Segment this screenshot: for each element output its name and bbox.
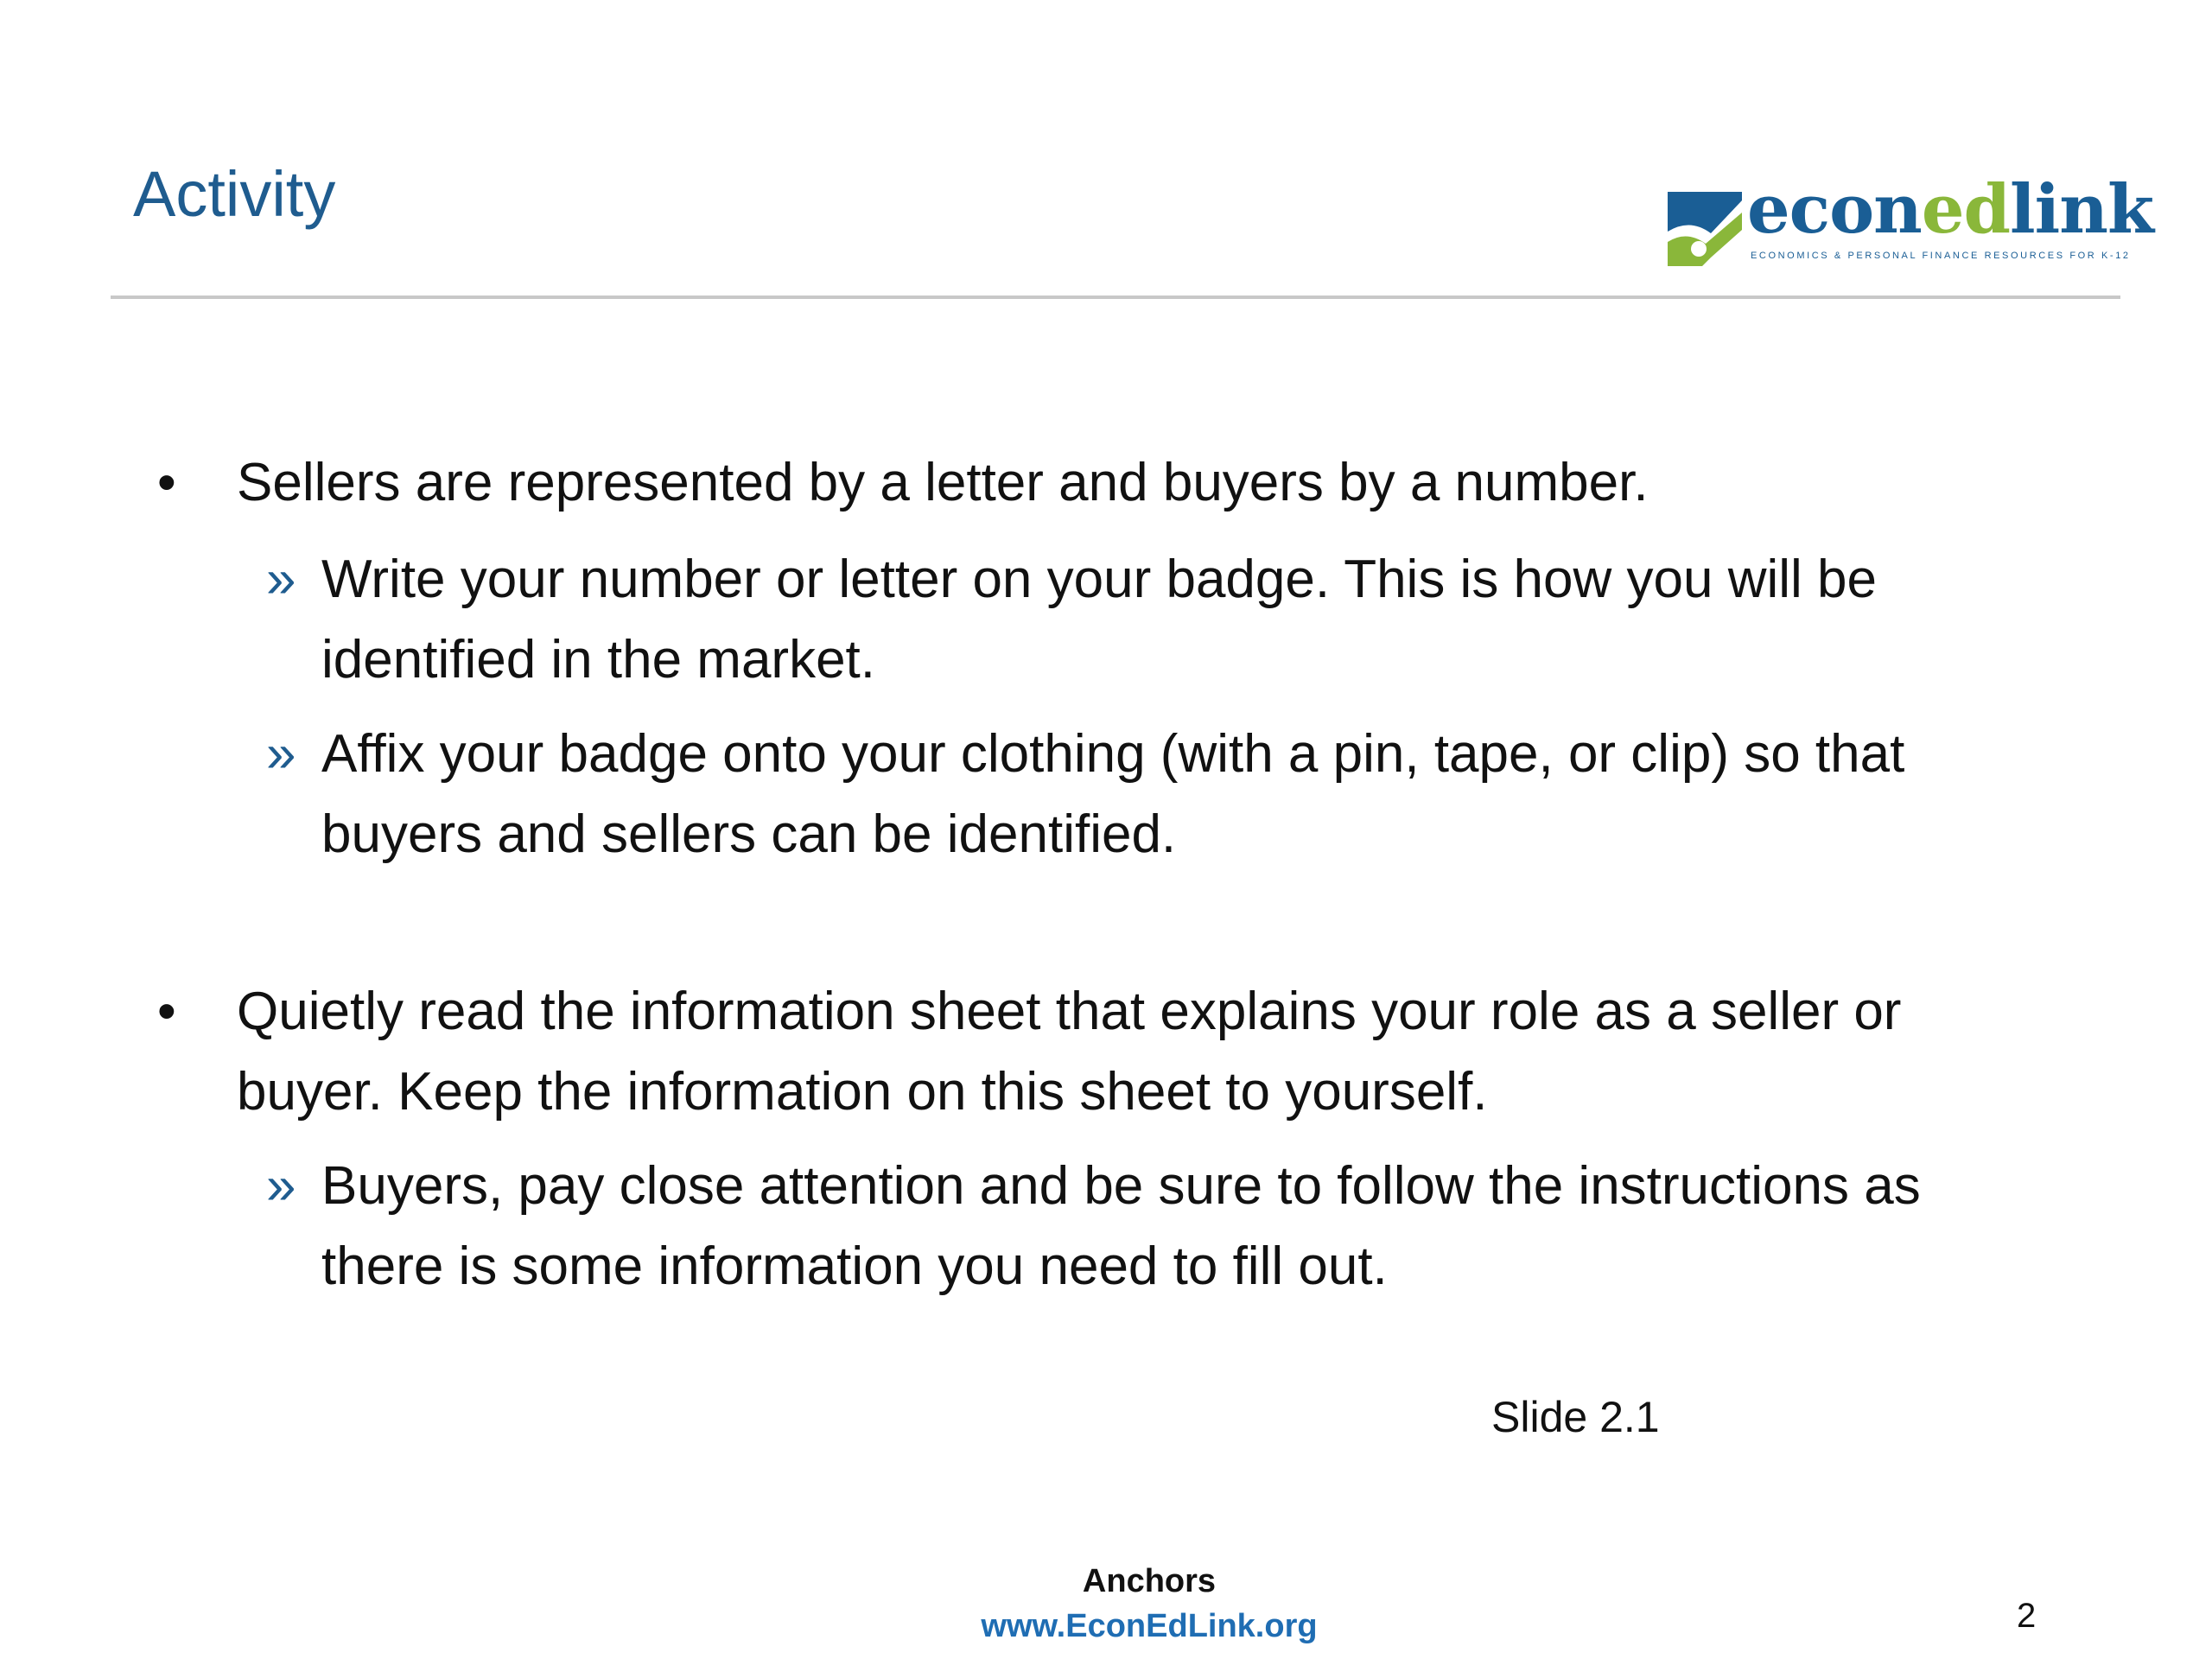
logo-wordmark xyxy=(1747,170,2154,249)
logo-word-link: link xyxy=(2010,170,2154,249)
footer-url-link[interactable]: www.EconEdLink.org xyxy=(981,1608,1318,1644)
bullet-text: Quietly read the information sheet that explains your role as a seller or buyer. Keep the information on this sheet to yourself. xyxy=(237,982,1902,1122)
logo-tagline: ECONOMICS & PERSONAL FINANCE RESOURCES FOR K-12 xyxy=(1751,251,2131,261)
bullet-text: Sellers are represented by a letter and buyers by a number. xyxy=(237,453,1649,512)
sub-bullet-item xyxy=(266,1146,1963,1306)
bullet-item xyxy=(157,971,1999,1132)
sub-bullet-text: Write your number or letter on your badge. This is how you will be identified in the market. xyxy=(321,550,1877,690)
bullet-item xyxy=(157,442,1965,523)
sub-bullet-marker: » xyxy=(266,724,296,784)
bullet-marker: • xyxy=(157,453,176,512)
footer-lesson-name: Anchors xyxy=(1082,1563,1217,1599)
sub-bullet-text: Buyers, pay close attention and be sure to follow the instructions as there is some information you need to fill out. xyxy=(321,1156,1921,1296)
logo-word-econ: econ xyxy=(1747,170,1922,249)
sub-bullet-item xyxy=(266,714,1963,874)
slide-label: Slide 2.1 xyxy=(1491,1393,1660,1441)
bullet-marker: • xyxy=(157,982,176,1041)
slide-title: Activity xyxy=(133,158,336,230)
sub-bullet-text: Affix your badge onto your clothing (with a pin, tape, or clip) so that buyers and sellers can be identified. xyxy=(321,724,1905,864)
econedlink-logo xyxy=(1668,170,2154,266)
title-divider xyxy=(111,296,2120,299)
logo-word-ed: ed xyxy=(1921,170,2011,249)
sub-bullet-marker: » xyxy=(266,550,296,609)
sub-bullet-item xyxy=(266,539,1963,700)
sub-bullet-marker: » xyxy=(266,1156,296,1216)
econedlink-emblem-icon xyxy=(1668,192,1742,266)
page-number: 2 xyxy=(2017,1597,2037,1635)
